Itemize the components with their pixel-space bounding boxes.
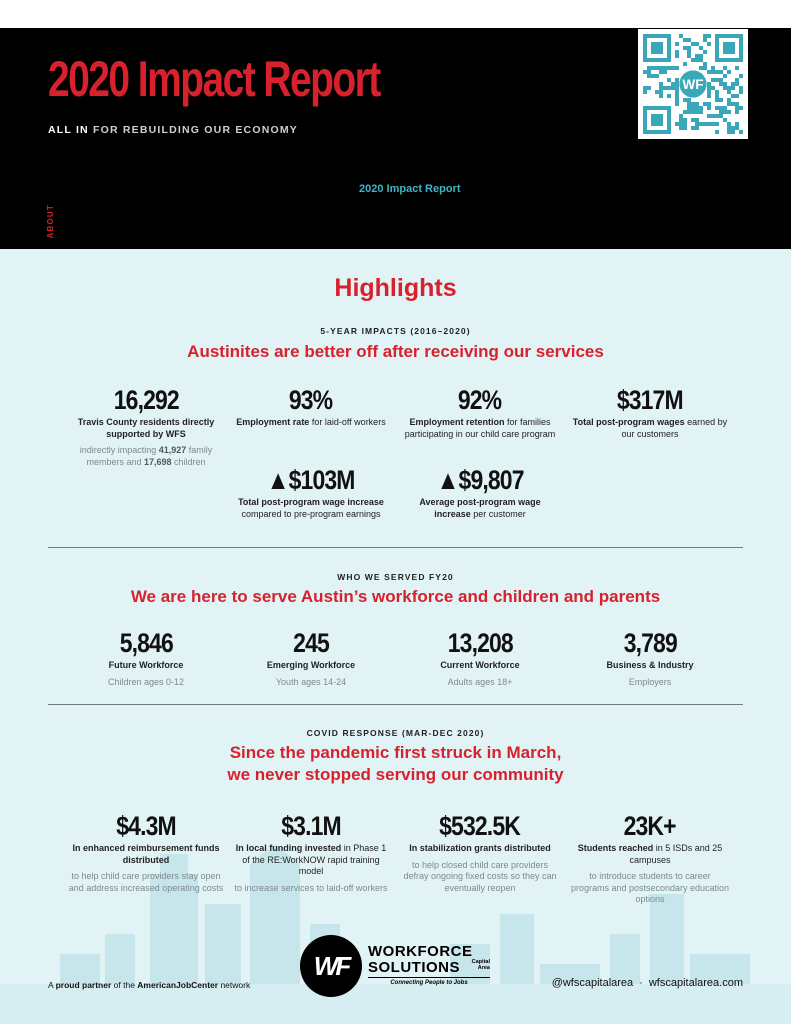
stat-label-bold: Employment rate [236,417,310,427]
stat-value: 3,789 [623,628,677,658]
stat-sub: Employers [628,676,672,687]
stat-value: 13,208 [447,628,513,658]
stat-value: 23K+ [623,811,677,841]
about-label-text: ABOUT [46,204,55,239]
report-header [0,28,791,249]
covid-response-eyebrow: COVID RESPONSE (MAR-DEC 2020) [306,728,485,738]
stat-value: $532.5K [439,811,521,841]
stat-sub-text: children [171,456,206,467]
tagline-bold: ALL IN [48,124,89,136]
workforce-solutions-logo [300,935,500,999]
section-divider [48,547,743,548]
logo-cap1: Capital [471,959,490,965]
stat-value: $4.3M [116,811,176,841]
stat-label [400,417,560,440]
who-we-served-eyebrow: WHO WE SERVED FY20 [337,572,454,582]
stat-sub: Adults ages 18+ [447,676,513,687]
svg-text:WF: WF [682,77,704,93]
partner-text: network [218,980,251,990]
stat-label-bold: Total post-program wages [572,417,685,427]
qr-code-graphic [643,34,743,134]
impact-report-link[interactable]: 2020 Impact Report [359,183,461,195]
stat-label [570,660,730,672]
stat-label-bold: Employment retention [409,417,505,427]
stat-employment-rate [231,385,391,429]
partner-text: A [48,980,56,990]
stat-sub: to help closed child care providers defray ongoing fixed costs so they can eventually reopen [403,859,557,893]
stat-value: ▲$9,807 [436,465,524,495]
five-year-eyebrow: 5-YEAR IMPACTS (2016–2020) [320,326,471,336]
stat-label-bold: Emerging Workforce [266,660,356,670]
logo-cap2: Area [477,965,490,971]
stat-label [400,660,560,672]
stat-label [400,843,560,855]
report-tagline [48,124,298,136]
stat-students-reached [570,811,730,906]
five-year-headline: Austinites are better off after receiving our services [187,342,604,361]
report-title: 2020 Impact Report [48,51,380,107]
top-margin [0,0,791,28]
stat-future-workforce [66,628,226,688]
stat-business-industry [570,628,730,688]
stat-label-bold: In local funding invested [235,843,342,853]
stat-label [570,843,730,866]
stat-sub: to increase services to laid-off workers [234,882,388,893]
website-link[interactable]: wfscapitalarea.com [648,977,743,989]
separator-dot: · [639,977,643,989]
stat-sub: to introduce students to career programs and postsecondary education options [570,871,730,904]
highlights-panel [0,249,791,1024]
stat-label [66,660,226,672]
stat-sub [66,445,226,468]
stat-wage-increase-average [400,465,560,520]
stat-label [231,417,391,429]
stat-value: 245 [293,628,329,658]
stat-sub-bold: 17,698 [143,456,172,467]
stat-label-bold: Average post-program wage increase [419,497,541,519]
logo-tagline: Connecting People to Jobs [390,980,468,986]
stat-value: 93% [289,385,333,415]
qr-code-icon[interactable] [638,29,748,139]
partner-bold: proud partner [55,980,112,990]
stat-sub: Children ages 0-12 [107,676,185,687]
stat-label [231,497,391,520]
stat-local-funding [231,811,391,894]
wfs-monogram-icon: WF [313,951,349,981]
stat-label-text: in Phase 1 of the RE:WorkNOW rapid training model [242,843,387,876]
stat-label [66,417,226,440]
logo-capital-area [466,959,490,971]
stat-label-bold: In enhanced reimbursement funds distributed [72,843,220,865]
stat-label-text: compared to pre-program earnings [241,508,381,519]
covid-headline-line2: we never stopped serving our community [227,765,564,784]
stat-residents-supported [66,385,226,468]
stat-wage-increase-total [231,465,391,520]
stat-label [231,660,391,672]
stat-label [570,417,730,440]
stat-sub-text: indirectly impacting [79,445,159,455]
logo-rule [368,977,490,978]
stat-label-bold: Current Workforce [440,660,520,670]
stat-label-text: per customer [470,508,526,519]
section-divider [48,704,743,705]
american-job-center-partner [48,980,250,990]
stat-current-workforce [400,628,560,688]
stat-label-bold: Business & Industry [606,660,694,670]
about-side-label [46,204,60,244]
stat-stabilization-grants [400,811,560,894]
logo-line1: WORKFORCE [368,943,473,960]
stat-label-text: in 5 ISDs and 25 campuses [629,843,723,865]
stat-label-bold: Future Workforce [108,660,184,670]
stat-reimbursement-funds [66,811,226,894]
stat-total-wages [570,385,730,440]
who-we-served-headline: We are here to serve Austin’s workforce and children and parents [130,587,661,606]
stat-sub-text: family members and [86,445,213,467]
stat-label-bold: Students reached [577,843,654,853]
stat-value: 16,292 [113,385,179,415]
stat-sub-bold: 41,927 [158,445,187,455]
partner-text: of the [111,980,138,990]
social-handle-link[interactable]: @wfscapitalarea [551,977,634,989]
stat-label-bold: In stabilization grants distributed [409,843,551,853]
stat-label-bold: Total post-program wage increase [238,497,384,507]
stat-employment-retention [400,385,560,440]
stat-label-text: for families participating in our child care program [404,417,556,439]
covid-headline-line1: Since the pandemic first struck in March, [229,743,562,762]
stat-label-text: for laid-off workers [309,417,386,427]
american-job-center-logo: AmericanJobCenter [137,980,219,990]
stat-value: $3.1M [281,811,341,841]
highlights-title: Highlights [334,274,457,302]
stat-value: ▲$103M [267,465,355,495]
stat-label [231,843,391,878]
logo-line2: SOLUTIONS [368,959,461,976]
stat-label-text: earned by our customers [621,417,728,439]
stat-sub: Youth ages 14-24 [275,676,347,687]
stat-value: 5,846 [119,628,173,658]
footer-contact [552,977,743,989]
stat-emerging-workforce [231,628,391,688]
tagline-rest: FOR REBUILDING OUR ECONOMY [88,124,298,136]
stat-label [66,843,226,866]
stat-value: 92% [458,385,502,415]
stat-label [400,497,560,520]
stat-sub: to help child care providers stay open and address increased operating costs [68,871,224,893]
stat-value: $317M [617,385,683,415]
stat-label-bold: Travis County residents directly supported by WFS [77,417,215,439]
